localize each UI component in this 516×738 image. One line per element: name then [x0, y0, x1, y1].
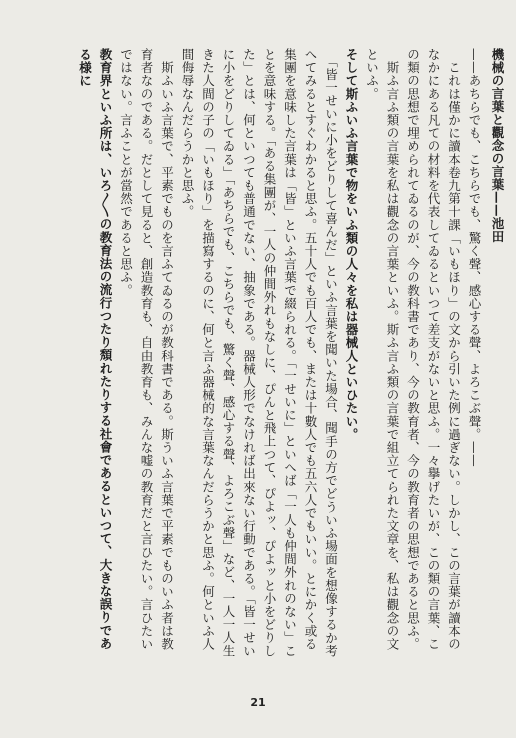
paragraph: 斯ふ言ふ類の言葉を私は觀念の言葉といふ。斯ふ言ふ類の言葉で組立てられた文章を、私は觀念の文といふ。: [364, 48, 400, 651]
paragraph: 「皆一せいに小をどりして喜んだ」といふ言葉を聞いた場合、聞手の方でどういふ場面を想像するか考へてみるとすぐわかると思ふ。五十人でも百人でも、または十數人でも五六人でもいい。とにかく或る集團を意味した言葉は「皆」といふ言葉で綴られる。「一せいに」といへば「一人も仲間外れのない」ことを意味する。「ある集團が、一人の仲間外れもなしに、ぴんと飛上つて、ぴよッ、ぴよッと小をどりした」とは、何といつても普通でない、抽象である。器械人形でなければ出來ない行動である。「皆一せいに小をどりしてゐる」「あちらでも、こちらでも、驚く聲、感心する聲、よろこぶ聲」など、一人一人生きた人間の子の「いもほり」を描寫するのに、何と言ふ器械的な言葉なんだらうかと思ふ。何といふ人間侮辱なんだらうかと思ふ。: [180, 48, 339, 658]
paragraph: ——あちらでも、こちらでも、驚く聲、感心する聲、よろこぶ聲。——: [467, 48, 482, 468]
body-text: [66, 48, 484, 658]
paragraph: これは僅かに讀本卷九第十課「いもほり」の文から引いた例に過ぎない。しかし、この言葉が讀本のなかにある凡ての材料を代表してゐるといつて差支がないと思ふ。一々擧げたいが、この類の言葉、この類の思想で埋められてゐるのが、今の教科書であり、今の教育者、今の教育者の思想であると思ふ。: [405, 48, 462, 651]
page-number: 21: [250, 696, 266, 709]
paragraph: 教育界といふ所は、いろ〳〵の教育法の流行つたり頽れたりする社會であるといつて、大きな誤りである様に: [77, 48, 113, 650]
paragraph: そして斯ふいふ言葉で物をいふ類の人々を私は器械人といひたい。: [344, 48, 359, 441]
running-head: 機械の言葉と觀念の言葉——池田: [490, 48, 505, 243]
paragraph: 斯ふいふ言葉で、平素でものを言ふてゐるのが教科書である。斯ういふ言葉で平素でものいふ者は教育者なのである。だとして見ると、創造教育も、自由教育も、みんな嘘の教育だと言ひたい。言ひたいではない。言ふことが當然であると思ふ。: [118, 48, 175, 651]
